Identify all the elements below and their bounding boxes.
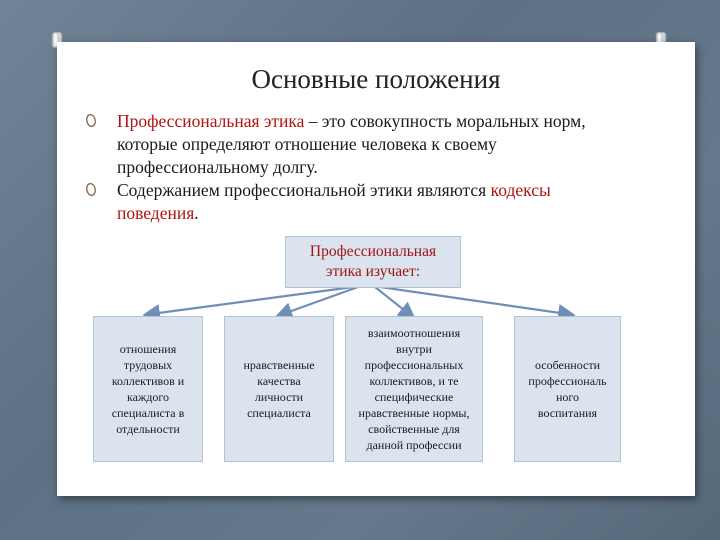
arrow-to-box-1	[151, 287, 353, 314]
arrow-to-box-3	[375, 287, 409, 314]
diagram-root-box	[285, 236, 461, 288]
bullet-1-part-2: – это совокупность моральных норм, которые определяют отношение человека к своему профессиональному долгу.	[117, 111, 586, 177]
bullet-item-2	[85, 179, 625, 225]
diagram-child-box-3	[345, 316, 483, 462]
diagram-child-text-1: отношения трудовых коллективов и каждого специалиста в отдельности	[111, 342, 185, 436]
bullet-item-1	[85, 110, 625, 179]
slide-title: Основные положения	[251, 64, 501, 94]
diagram-child-box-4	[514, 316, 621, 462]
arrow-to-box-2	[283, 287, 358, 314]
bullet-1-part-1: Профессиональная этика	[117, 111, 305, 131]
bullet-o-icon	[85, 182, 97, 197]
bullet-o-icon	[85, 113, 97, 128]
diagram-child-text-3: взаимоотношения внутри профессиональных коллективов, и те специфические нравственные нормы, свойственные для данной профессии	[358, 326, 470, 452]
bullet-2-part-1: Содержанием профессиональной этики являются	[117, 180, 491, 200]
diagram-child-box-1	[93, 316, 203, 462]
arrow-to-box-4	[380, 287, 567, 314]
diagram-child-text-2: нравственные качества личности специалиста	[243, 358, 315, 420]
bullet-2-part-3: .	[194, 203, 199, 223]
slide	[57, 42, 695, 496]
bullet-2-part-2: кодексы поведения	[117, 180, 551, 223]
diagram-root-text: Профессиональная этика изучает:	[309, 243, 437, 280]
diagram-child-text-4: особенности профессиональ ного воспитания	[528, 358, 607, 420]
bullet-list	[85, 110, 625, 225]
diagram-child-box-2	[224, 316, 334, 462]
